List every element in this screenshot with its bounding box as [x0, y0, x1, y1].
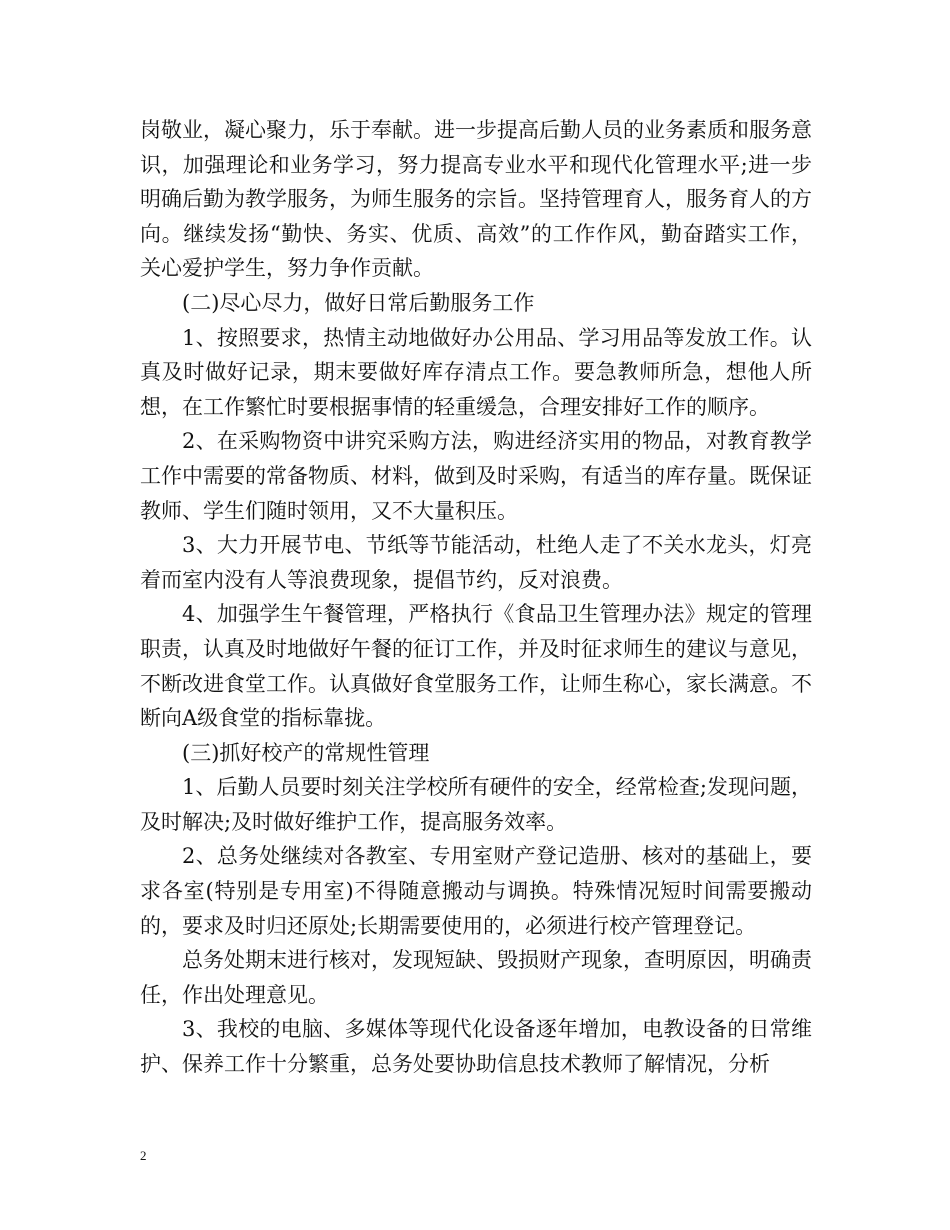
- paragraph-asset-2: 2、总务处继续对各教室、专用室财产登记造册、核对的基础上，要求各室(特别是专用室)不得随意搬动与调换。特殊情况短时间需要搬动的，要求及时归还原处;长期需要使用的，必须进行校产管理登记。: [140, 844, 812, 938]
- document-body: [140, 113, 812, 1082]
- paragraph-1: 岗敬业，凝心聚力，乐于奉献。进一步提高后勤人员的业务素质和服务意识，加强理论和业务学习，努力提高专业水平和现代化管理水平;进一步明确后勤为教学服务，为师生服务的宗旨。坚持管理育人，服务育人的方向。继续发扬“勤快、务实、优质、高效”的工作作风，勤奋踏实工作，关心爱护学生，努力争作贡献。: [140, 118, 812, 281]
- paragraph-item-3: 3、大力开展节电、节纸等节能活动，杜绝人走了不关水龙头，灯亮着而室内没有人等浪费现象，提倡节约，反对浪费。: [140, 533, 812, 592]
- page-number: 2: [140, 1148, 147, 1163]
- paragraph-item-4: 4、加强学生午餐管理，严格执行《食品卫生管理办法》规定的管理职责，认真及时地做好午餐的征订工作，并及时征求师生的建议与意见，不断改进食堂工作。认真做好食堂服务工作，让师生称心，家长满意。不断向A级食堂的指标靠拢。: [140, 602, 812, 731]
- paragraph-asset-check: 总务处期末进行核对，发现短缺、毁损财产现象，查明原因，明确责任，作出处理意见。: [140, 948, 812, 1007]
- section-heading-3: (三)抓好校产的常规性管理: [182, 740, 430, 765]
- section-heading-2: (二)尽心尽力，做好日常后勤服务工作: [182, 290, 535, 315]
- paragraph-item-1: 1、按照要求，热情主动地做好办公用品、学习用品等发放工作。认真及时做好记录，期末要做好库存清点工作。要急教师所急，想他人所想，在工作繁忙时要根据事情的轻重缓急，合理安排好工作的顺序。: [140, 325, 812, 419]
- paragraph-asset-3: 3、我校的电脑、多媒体等现代化设备逐年增加，电教设备的日常维护、保养工作十分繁重，总务处要协助信息技术教师了解情况，分析: [140, 1017, 812, 1077]
- paragraph-asset-1: 1、后勤人员要时刻关注学校所有硬件的安全，经常检查;发现问题，及时解决;及时做好维护工作，提高服务效率。: [140, 775, 812, 834]
- paragraph-item-2: 2、在采购物资中讲究采购方法，购进经济实用的物品，对教育教学工作中需要的常备物质、材料，做到及时采购，有适当的库存量。既保证教师、学生们随时领用，又不大量积压。: [140, 429, 812, 523]
